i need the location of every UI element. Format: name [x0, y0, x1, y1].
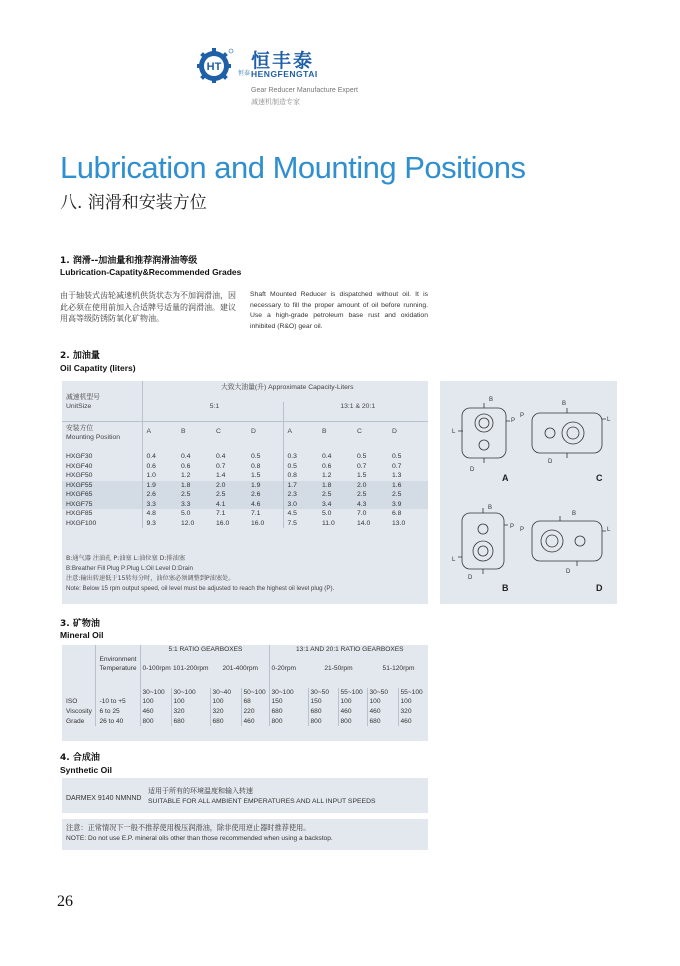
capacity-cell: 1.9 [247, 481, 283, 491]
mark-d: D [470, 467, 475, 473]
mounting-positions-diagram [440, 381, 617, 604]
temperature-cell: 6 to 25 [95, 707, 140, 717]
section1-heading-cn: 1. 润滑--加油量和推荐润滑油等级 [60, 256, 198, 266]
capacity-cell: 4.8 [142, 509, 177, 519]
table-row [62, 519, 428, 529]
capacity-cell: 7.0 [357, 510, 367, 517]
capacity-cell: 3.3 [142, 500, 177, 510]
mark-d: D [566, 569, 571, 575]
position-header: A [283, 421, 318, 443]
mineral-oil-table [62, 645, 428, 726]
capacity-cell: 1.4 [216, 472, 226, 479]
capacity-cell: 2.5 [353, 490, 388, 500]
mark-l: L [607, 417, 611, 423]
grade-cell: 460 [241, 717, 269, 727]
model-cell: HXGF40 [66, 462, 93, 470]
grade-cell: 100 [338, 697, 367, 707]
capacity-cell: 4.3 [353, 500, 388, 510]
capacity-cell: 3.9 [388, 500, 428, 510]
section4-heading-cn: 4. 合成油 [60, 753, 100, 763]
mark-p: P [520, 527, 525, 533]
grade-cell: 100 [367, 697, 398, 707]
grade-cell: 100 [171, 697, 210, 707]
capacity-cell: 6.8 [392, 510, 402, 517]
mark-l: L [452, 557, 456, 563]
capacity-cell: 13.0 [392, 519, 406, 527]
grade-cell: 680 [308, 707, 338, 717]
position-label-c: C [596, 473, 603, 483]
table-row [62, 509, 428, 519]
mark-l: L [607, 527, 611, 533]
rpm-range-cell: 30~50 [308, 688, 338, 698]
env-label: Environment [95, 655, 140, 665]
page-number: 26 [57, 893, 73, 910]
speed-header: 0-100rpm [140, 664, 171, 674]
grade-cell: 680 [210, 717, 241, 727]
section3-heading-cn: 3. 矿物油 [60, 619, 100, 629]
capacity-cell: 0.4 [142, 452, 177, 462]
mark-p: P [510, 524, 515, 530]
model-cell: HXGF75 [62, 500, 142, 510]
model-label-cn: 减速机型号 [66, 392, 100, 401]
grade-cell: 460 [367, 707, 398, 717]
ratio-13-20-header: 13:1 & 20:1 [283, 402, 428, 412]
mark-b: B [488, 505, 493, 511]
capacity-cell: 1.2 [181, 472, 191, 479]
rpm-range-cell: 55~100 [338, 688, 367, 698]
speed-header: 21-50rpm [324, 665, 353, 673]
section1-paragraph-en: Shaft Mounted Reducer is dispatched without oil. It is necessary to fill the proper amount of oil before running. Use a high-grade petroleum base rust and oxidation inhibited (R&O) gear oil. [250, 291, 428, 330]
capacity-cell: 11.0 [322, 519, 335, 527]
rpm-range-cell: 30~40 [210, 688, 241, 698]
speed-header: 101-200rpm [173, 665, 209, 673]
capacity-cell: 2.5 [177, 490, 212, 500]
section2-heading-cn: 2. 加油量 [60, 351, 100, 361]
capacity-cell: 1.3 [392, 472, 402, 479]
rpm-range-cell: 30~100 [269, 688, 308, 698]
capacity-cell: 14.0 [357, 519, 371, 527]
capacity-cell: 2.6 [247, 490, 283, 500]
section1-heading-en: Lubrication-Capatity&Recommended Grades [60, 267, 242, 277]
synthetic-note-cn: 注意：正常情况下一般不推荐使用极压润滑油，除非使用逆止器时推荐使用。 [66, 823, 311, 832]
oil-capacity-table [62, 381, 428, 528]
position-header: D [247, 421, 283, 443]
speed-header: 51-120rpm [382, 665, 415, 673]
mark-p: P [511, 418, 516, 424]
rpm-range-cell: 30~100 [171, 688, 210, 698]
grade-cell: 220 [241, 707, 269, 717]
grade-cell: 800 [269, 717, 308, 727]
grade-cell: 320 [210, 707, 241, 717]
capacity-cell: 1.7 [283, 481, 318, 491]
mark-p: P [520, 413, 525, 419]
grade-cell: 680 [269, 707, 308, 717]
row-label: ISO [66, 698, 78, 706]
position-header: C [353, 421, 388, 443]
section1-paragraph-cn: 由于轴装式齿轮减速机供货状态为不加润滑油，因此必须在使用前加入合适牌号适量的润滑油。建议用高等级防锈防氧化矿物油。 [60, 291, 236, 323]
position-label-a: A [502, 473, 509, 483]
note-legend-en: B:Breather Fill Plug P:Plug L:Oil Level D:Drain [66, 565, 193, 572]
svg-text:HT: HT [206, 61, 222, 73]
capacity-cell: 0.8 [283, 471, 318, 481]
capacity-cell: 2.3 [283, 490, 318, 500]
capacity-cell: 0.4 [322, 453, 332, 460]
capacity-cell: 16.0 [251, 519, 265, 527]
capacity-cell: 4.1 [212, 500, 247, 510]
grade-cell: 100 [210, 697, 241, 707]
capacity-cell: 3.3 [177, 500, 212, 510]
grade-cell: 320 [398, 707, 428, 717]
company-logo [196, 44, 376, 110]
grade-cell: 460 [398, 717, 428, 727]
grade-cell: 680 [367, 717, 398, 727]
capacity-cell: 0.7 [357, 462, 367, 470]
synthetic-product-name: DARMEX 9140 NMNND [66, 795, 142, 802]
model-cell: HXGF65 [62, 490, 142, 500]
mounting-diagram-svg [440, 381, 617, 604]
grade-cell: 800 [308, 717, 338, 727]
capacity-cell: 1.5 [251, 472, 261, 479]
capacity-cell: 1.5 [357, 472, 367, 479]
synthetic-note-en: NOTE: Do not use E.P. mineral oils other than those recommended when using a backstop. [66, 835, 333, 842]
mark-b: B [572, 511, 577, 517]
position-label-d: D [596, 583, 603, 593]
synthetic-desc-en: SUITABLE FOR ALL AMBIENT EMPERATURES AND ALL INPUT SPEEDS [148, 798, 376, 805]
grade-cell: 800 [140, 717, 171, 727]
section2-heading-en: Oil Capatity (liters) [60, 363, 136, 373]
position-header: A [142, 421, 177, 443]
table-row [62, 471, 428, 481]
model-cell: HXGF55 [62, 481, 142, 491]
capacity-cell: 0.8 [251, 462, 261, 470]
section3-heading-en: Mineral Oil [60, 630, 104, 640]
logo-tagline-cn: 减速机制造专家 [251, 98, 300, 106]
temperature-cell: 26 to 40 [95, 717, 140, 727]
capacity-cell: 1.6 [388, 481, 428, 491]
capacity-cell: 4.6 [247, 500, 283, 510]
note-speed-cn: 注意:输出转速低于15转每分时，油位塞必须调整到P油塞处。 [66, 575, 235, 582]
model-label-en: UnitSize [66, 403, 92, 410]
capacity-cell: 0.7 [392, 462, 402, 470]
mount-label-en: Mounting Position [66, 434, 121, 441]
capacity-cell: 0.6 [142, 462, 177, 472]
synthetic-desc-cn: 适用于所有的环境温度和输入转速 [148, 787, 253, 795]
capacity-cell: 0.4 [181, 453, 191, 460]
gear-logo-icon [196, 44, 236, 84]
mount-label-cn: 安装方位 [62, 421, 142, 433]
capacity-cell: 5.0 [181, 510, 191, 517]
capacity-cell: 4.5 [283, 509, 318, 519]
capacity-cell: 2.5 [212, 490, 247, 500]
capacity-cell: 0.5 [251, 453, 261, 460]
mark-d: D [468, 575, 473, 581]
mark-b: B [489, 397, 494, 403]
position-header: B [177, 421, 212, 443]
capacity-cell: 9.3 [142, 519, 177, 529]
logo-small-text: 恒泰 [238, 71, 251, 77]
speed-header: 0-20rpm [269, 664, 308, 674]
table-row [62, 500, 428, 510]
position-header: D [388, 421, 428, 443]
row-label: Grade [66, 717, 85, 725]
capacity-cell: 1.8 [318, 481, 353, 491]
capacity-header: 大致大油量(升) Approximate Capacity-Liters [142, 381, 428, 393]
page-title: Lubrication and Mounting Positions [60, 150, 526, 185]
row-label: Viscosity [66, 707, 92, 715]
group2-header: 13:1 AND 20:1 RATIO GEARBOXES [269, 645, 428, 655]
page-title-chinese: 八. 润滑和安装方位 [60, 193, 207, 213]
position-header: B [318, 421, 353, 443]
capacity-cell: 1.8 [177, 481, 212, 491]
capacity-cell: 1.9 [142, 481, 177, 491]
rpm-range-cell: 50~100 [241, 688, 269, 698]
capacity-cell: 0.3 [283, 452, 318, 462]
capacity-cell: 1.0 [142, 471, 177, 481]
grade-cell: 460 [338, 707, 367, 717]
temp-label: Temperature [95, 664, 140, 674]
note-legend-cn: B:通气器 注油孔 P:油塞 L:油位塞 D:排油塞 [66, 555, 186, 562]
capacity-cell: 0.6 [322, 462, 332, 470]
capacity-cell: 3.4 [318, 500, 353, 510]
capacity-cell: 12.0 [181, 519, 195, 527]
mark-d: D [548, 459, 553, 465]
capacity-notes [66, 554, 426, 594]
grade-cell: 320 [171, 707, 210, 717]
group1-header: 5:1 RATIO GEARBOXES [140, 645, 269, 655]
capacity-cell: 0.5 [357, 453, 367, 460]
rpm-range-cell: 30~50 [367, 688, 398, 698]
note-speed-en: Note: Below 15 rpm output speed, oil level must be adjusted to reach the highest oil level plug (P). [66, 585, 335, 592]
capacity-cell: 1.2 [322, 472, 332, 479]
grade-cell: 150 [308, 697, 338, 707]
capacity-cell: 2.5 [388, 490, 428, 500]
model-cell: HXGF50 [66, 472, 93, 479]
model-cell: HXGF100 [66, 519, 97, 527]
grade-cell: 460 [140, 707, 171, 717]
position-label-b: B [502, 583, 509, 593]
position-header: C [212, 421, 247, 443]
capacity-cell: 0.5 [392, 453, 402, 460]
capacity-cell: 3.0 [283, 500, 318, 510]
table-row [62, 688, 428, 698]
mark-l: L [452, 429, 456, 435]
divider [62, 813, 428, 819]
table-row [62, 490, 428, 500]
capacity-cell: 7.5 [283, 519, 318, 529]
model-cell: HXGF85 [66, 510, 93, 517]
capacity-cell: 7.1 [251, 510, 261, 517]
capacity-cell: 2.5 [318, 490, 353, 500]
logo-tagline-en: Gear Reducer Manufacture Expert [251, 87, 358, 94]
table-row [62, 697, 428, 707]
table-row [62, 481, 428, 491]
capacity-cell: 0.7 [216, 462, 226, 470]
capacity-cell: 2.0 [353, 481, 388, 491]
grade-cell: 100 [398, 697, 428, 707]
grade-cell: 800 [338, 717, 367, 727]
section4-heading-en: Synthetic Oil [60, 765, 112, 775]
capacity-cell: 7.1 [216, 510, 226, 517]
table-row [62, 462, 428, 472]
grade-cell: 680 [171, 717, 210, 727]
capacity-cell: 2.6 [142, 490, 177, 500]
capacity-cell: 5.0 [322, 510, 332, 517]
mark-b: B [562, 401, 567, 407]
capacity-cell: 2.0 [212, 481, 247, 491]
temperature-cell: -10 to +5 [95, 697, 140, 707]
grade-cell: 68 [241, 697, 269, 707]
capacity-cell: 16.0 [216, 519, 230, 527]
speed-header: 201-400rpm [222, 665, 259, 673]
table-row [62, 717, 428, 727]
table-row [62, 707, 428, 717]
logo-chinese-name: 恒丰泰 [251, 50, 315, 72]
logo-english-name: HENGFENGTAI [251, 69, 318, 79]
grade-cell: 150 [269, 697, 308, 707]
rpm-range-cell: 30~100 [140, 688, 171, 698]
ratio-5-header: 5:1 [142, 402, 283, 412]
rpm-range-cell: 55~100 [398, 688, 428, 698]
capacity-cell: 0.6 [181, 462, 191, 470]
model-cell: HXGF30 [66, 453, 93, 460]
grade-cell: 100 [140, 697, 171, 707]
table-row [62, 452, 428, 462]
capacity-cell: 0.4 [216, 453, 226, 460]
capacity-cell: 0.5 [283, 462, 318, 472]
